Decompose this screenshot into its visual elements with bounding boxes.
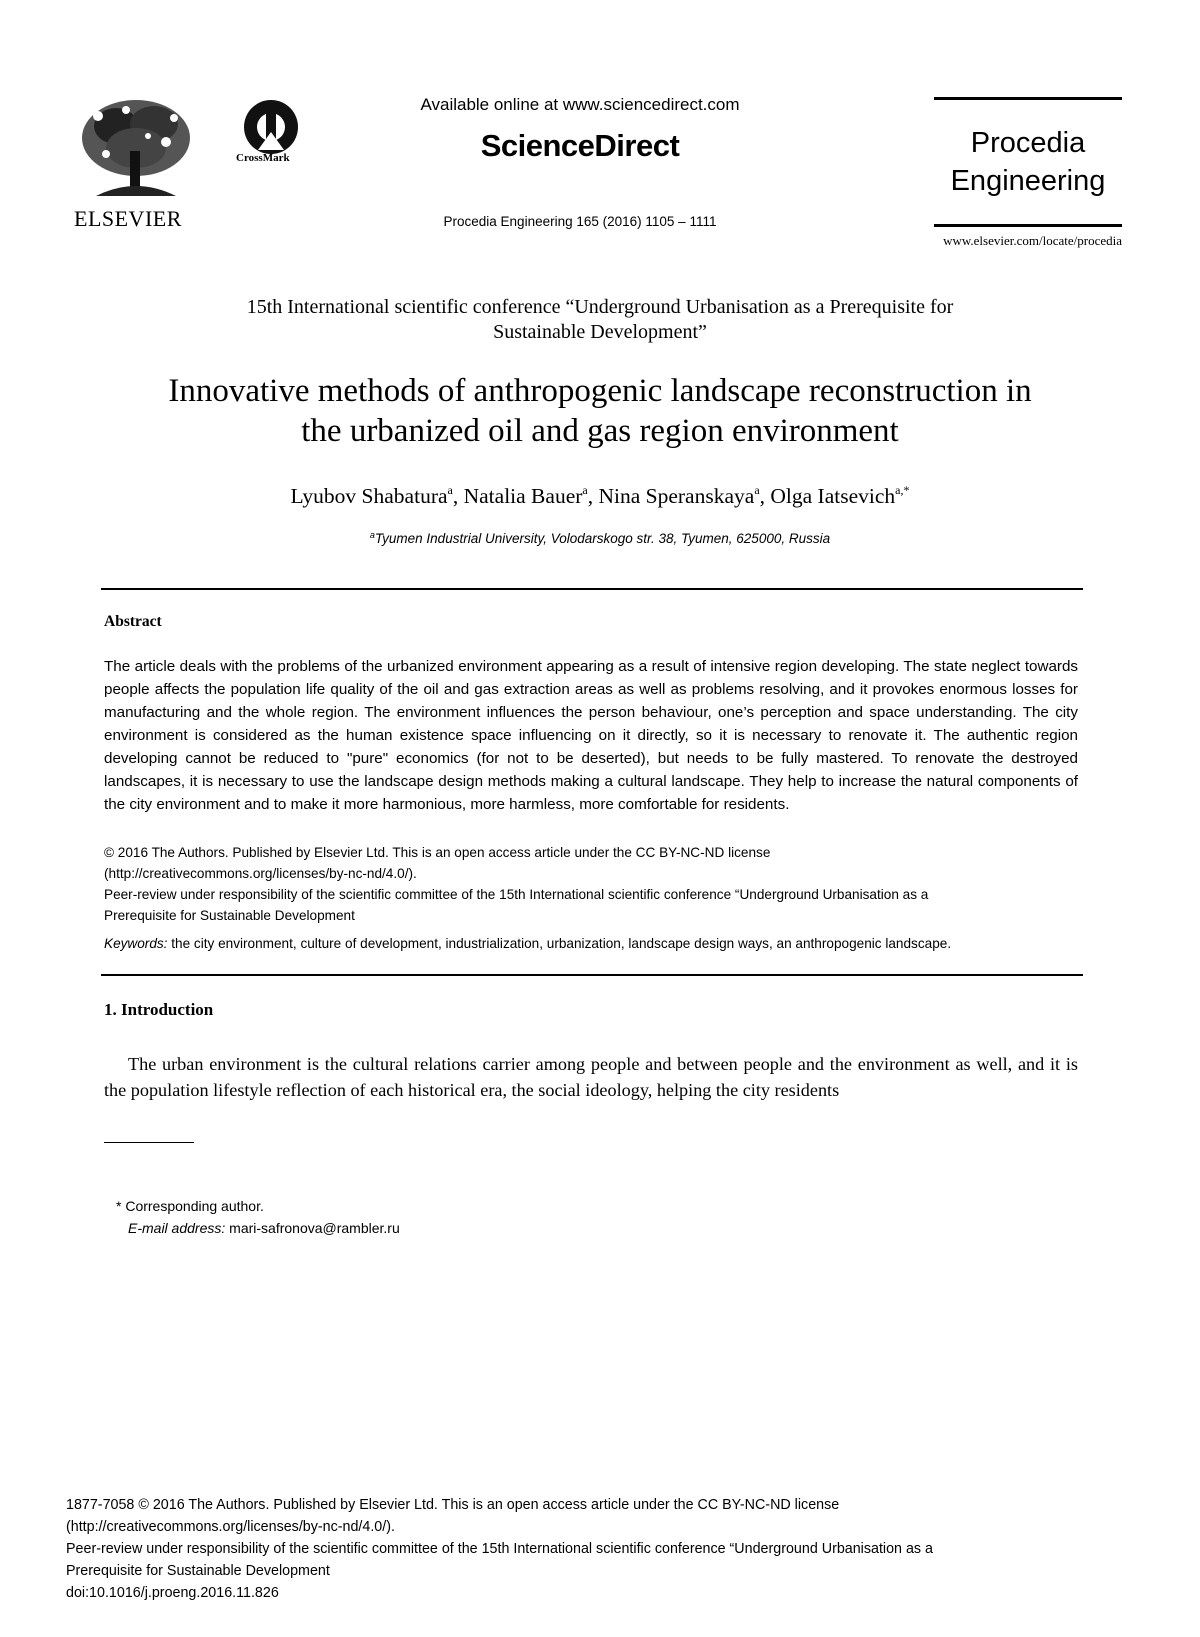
journal-title: [934, 124, 1122, 200]
crossmark-label: CrossMark: [236, 152, 290, 164]
author-separator: ,: [452, 484, 464, 508]
license-link[interactable]: (http://creativecommons.org/licenses/by-nc-nd/4.0/).: [104, 866, 417, 881]
author-separator: ,: [587, 484, 599, 508]
abstract-bottom-rule: [101, 974, 1083, 976]
author-affiliation-mark: a: [447, 483, 453, 497]
footnote-rule: [104, 1142, 194, 1143]
email-note: [128, 1220, 400, 1236]
email-label: E-mail address:: [128, 1220, 226, 1236]
doi[interactable]: doi:10.1016/j.proeng.2016.11.826: [66, 1585, 279, 1601]
bottom-license-link[interactable]: (http://creativecommons.org/licenses/by-nc-nd/4.0/).: [66, 1519, 395, 1535]
peer-review-line1: Peer-review under responsibility of the scientific committee of the 15th International scientific conference “Underground Urbanisation as a: [104, 887, 929, 902]
bottom-license-block: [66, 1494, 1076, 1604]
author-affiliation-mark: a: [754, 483, 760, 497]
author-name: Natalia Bauer: [463, 484, 583, 508]
journal-rule-top: [934, 97, 1122, 100]
peer-review-line2: Prerequisite for Sustainable Development: [104, 908, 355, 923]
affiliation-mark: a: [369, 530, 375, 540]
paper-title-line2: the urbanized oil and gas region environment: [301, 413, 899, 449]
conference-line2: Sustainable Development”: [493, 321, 707, 343]
author-name: Olga Iatsevich: [770, 484, 896, 508]
journal-url[interactable]: www.elsevier.com/locate/procedia: [943, 233, 1122, 248]
keywords: [104, 934, 1078, 954]
journal-rule-bottom: [934, 224, 1122, 227]
journal-title-line1: Procedia: [970, 127, 1086, 159]
abstract-body: The article deals with the problems of the urbanized environment appearing as a result of intensive region developing. The state neglect towards people affects the population life quality of the oil and gas extraction areas as well as problems resolving, and it provokes enormous losses for manufacturing and the whole region. The environment influences the person behaviour, one’s perception and space understanding. The city environment is considered as the human existence space influencing on it directly, so it is necessary to renovate it. The authentic region developing cannot be reduced to "pure" economics (for not to be deserted), but needs to be fully mastered. To renovate the destroyed landscapes, it is necessary to use the landscape design methods making a cultural landscape. They help to increase the natural components of the city environment and to make it more harmonious, more harmless, more comfortable for residents.: [104, 658, 1078, 813]
introduction-body: The urban environment is the cultural relations carrier among people and between people and the environment as well, and it is the population lifestyle reflection of each historical era, the social ideology, helping the city residents: [104, 1054, 1078, 1100]
affiliation-text: Tyumen Industrial University, Volodarskogo str. 38, Tyumen, 625000, Russia: [374, 531, 831, 546]
email-address[interactable]: mari-safronova@rambler.ru: [225, 1220, 400, 1236]
conference-name: [100, 295, 1100, 345]
author-affiliation-mark: a,*: [895, 483, 910, 497]
author-name: Lyubov Shabatura: [290, 484, 448, 508]
publisher-wordmark: ELSEVIER: [74, 206, 182, 231]
author-list: [100, 483, 1100, 509]
keywords-text: the city environment, culture of development, industrialization, urbanization, landscape design ways, an anthropogenic landscape.: [167, 936, 952, 951]
abstract-top-rule: [101, 588, 1083, 590]
bottom-peer-review-line1: Peer-review under responsibility of the scientific committee of the 15th International scientific conference “Underground Urbanisation as a: [66, 1541, 934, 1557]
affiliation: [100, 530, 1100, 546]
journal-citation: Procedia Engineering 165 (2016) 1105 – 1111: [443, 214, 717, 229]
paper-title: [80, 371, 1120, 451]
keywords-label: Keywords:: [104, 936, 168, 951]
license-notice: [104, 842, 1078, 926]
bottom-peer-review-line2: Prerequisite for Sustainable Development: [66, 1563, 330, 1579]
author-name: Nina Speranskaya: [598, 484, 755, 508]
conference-line1: 15th International scientific conference “Underground Urbanisation as a Prerequisite for: [246, 296, 954, 318]
author-separator: ,: [759, 484, 771, 508]
available-online-text[interactable]: Available online at www.sciencedirect.com: [420, 95, 740, 114]
section-heading-introduction: 1. Introduction: [104, 1000, 214, 1019]
copyright-line1: © 2016 The Authors. Published by Elsevier Ltd. This is an open access article under the CC BY-NC-ND license: [104, 845, 771, 860]
paper-title-line1: Innovative methods of anthropogenic landscape reconstruction in: [168, 373, 1032, 409]
corresponding-author-note: * Corresponding author.: [116, 1198, 264, 1214]
author-affiliation-mark: a: [582, 483, 588, 497]
sciencedirect-wordmark: ScienceDirect: [480, 128, 680, 163]
abstract-heading: Abstract: [104, 613, 162, 630]
issn-copyright-line: 1877-7058 © 2016 The Authors. Published by Elsevier Ltd. This is an open access article under the CC BY-NC-ND license: [66, 1497, 840, 1513]
journal-title-line2: Engineering: [950, 165, 1106, 197]
